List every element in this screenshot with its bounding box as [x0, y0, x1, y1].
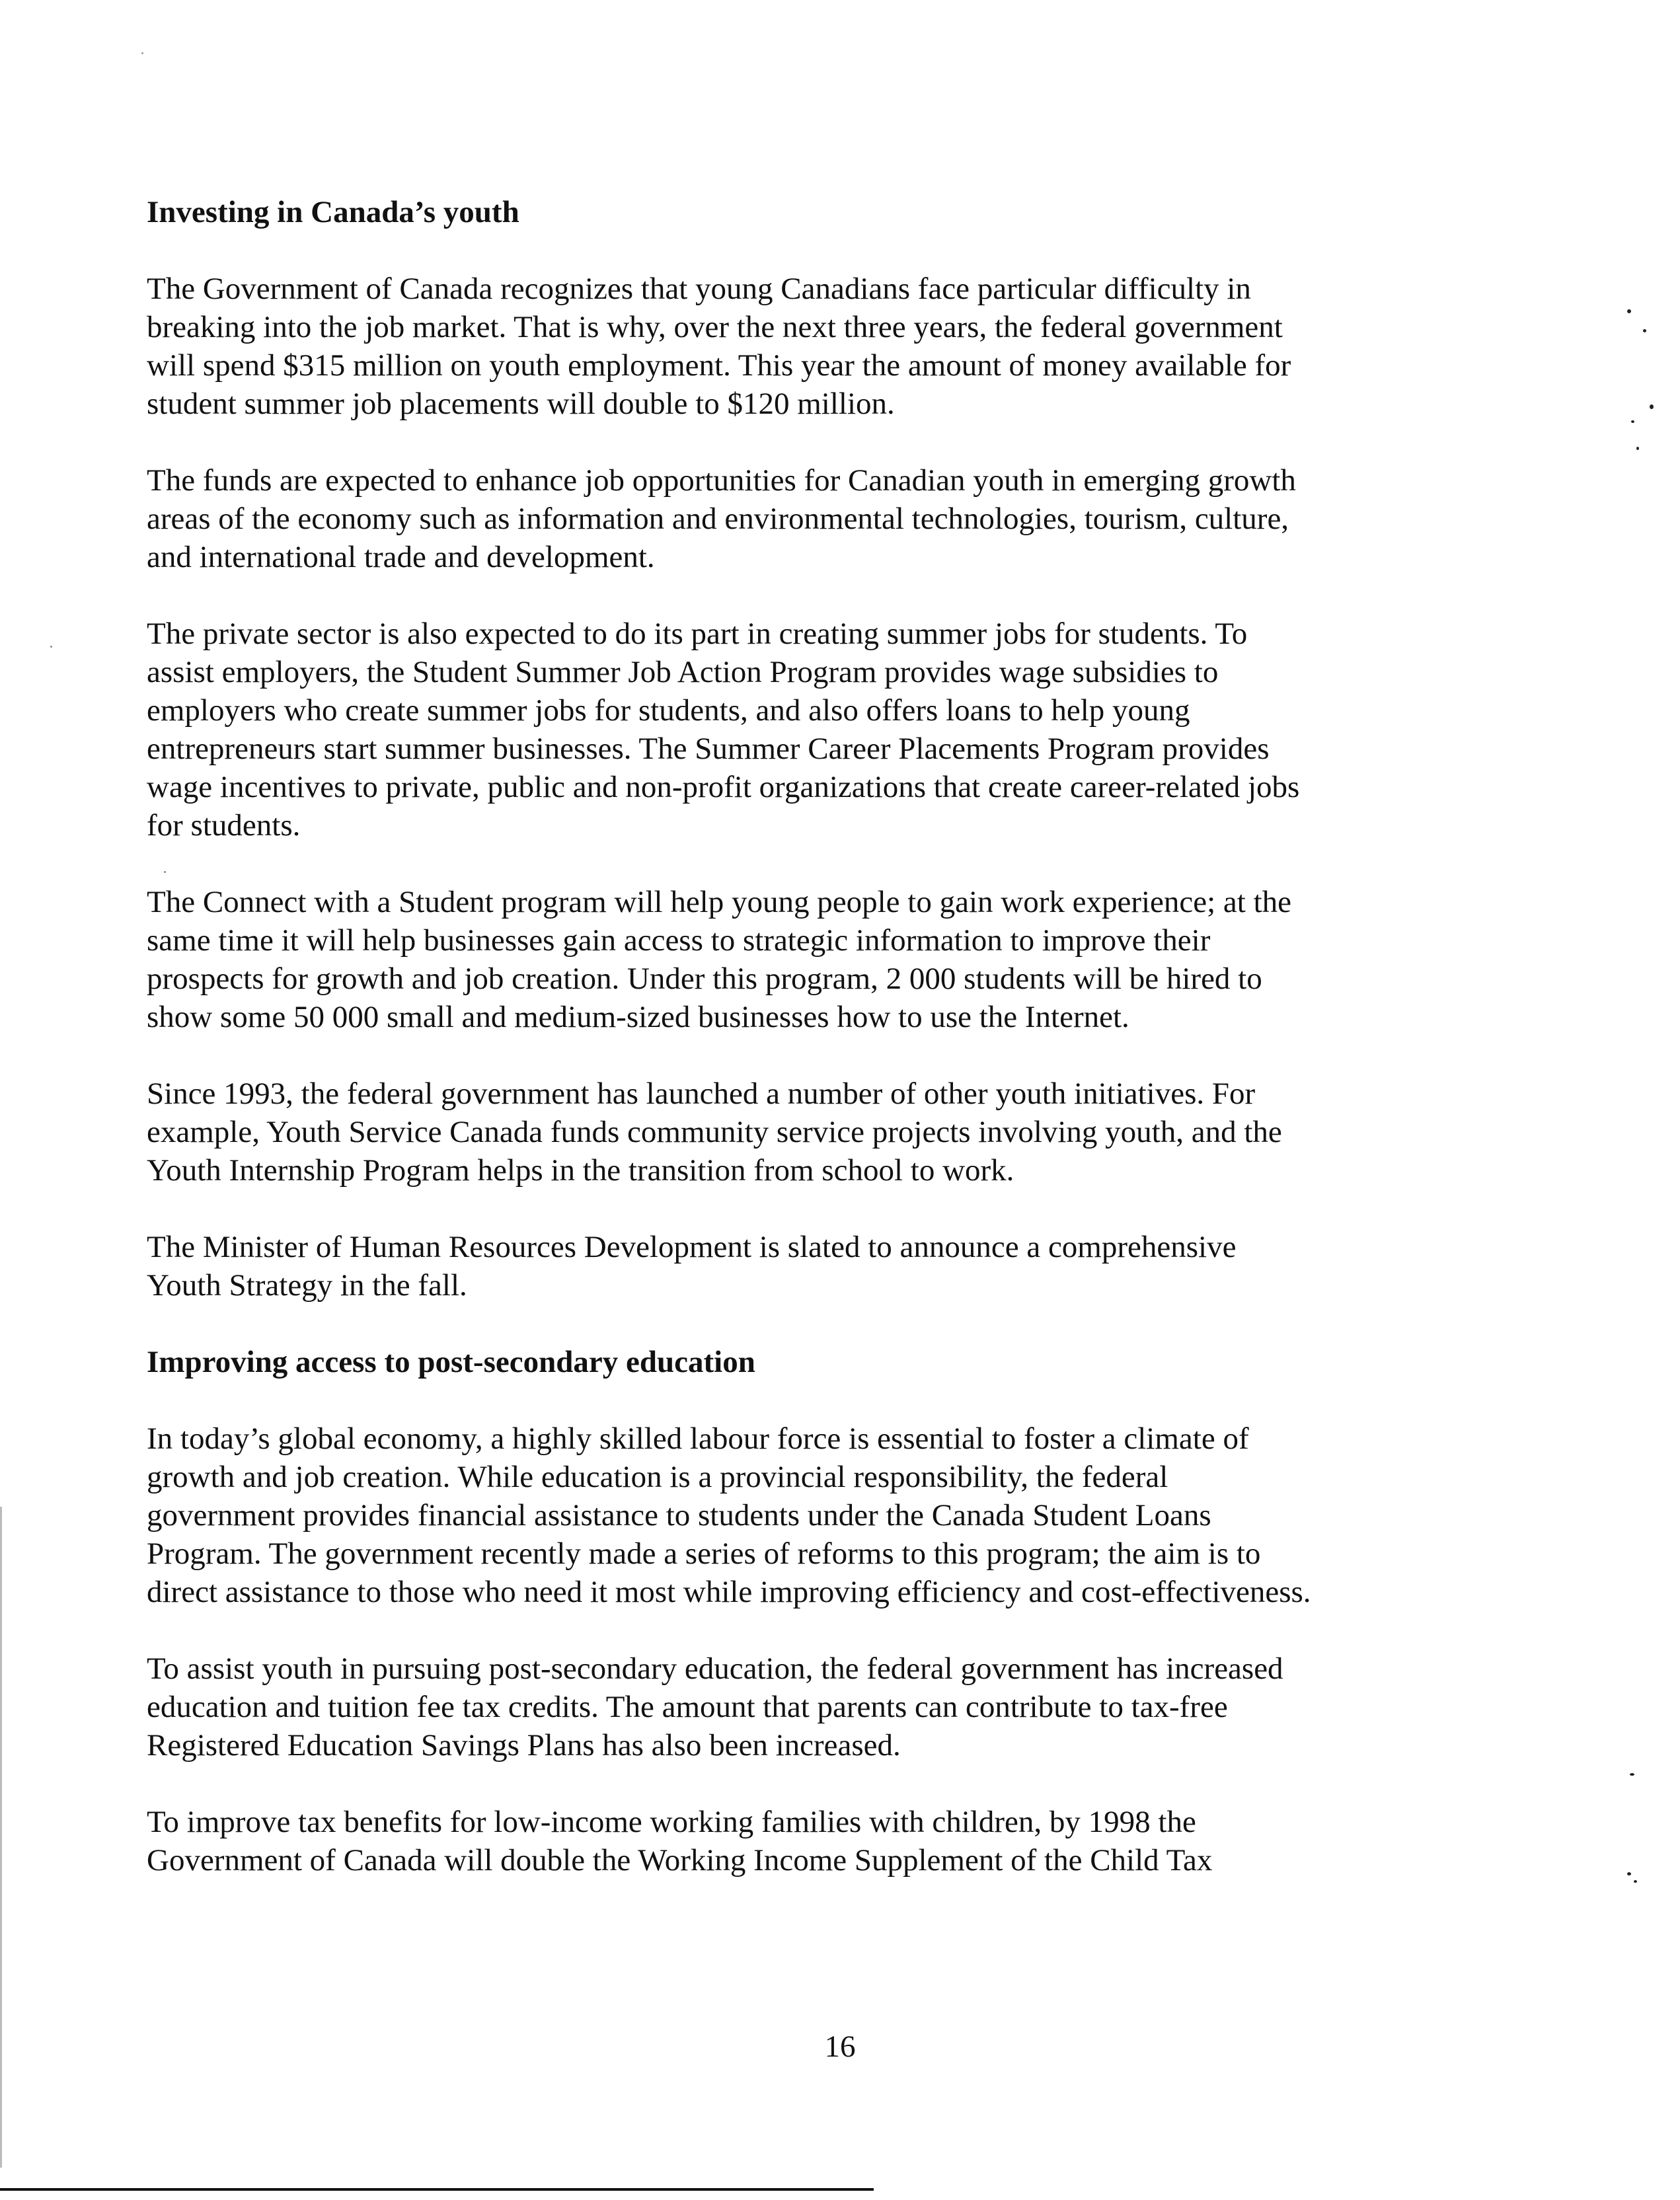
paragraph	[147, 615, 1469, 845]
scan-speck	[164, 871, 166, 873]
text-line: show some 50 000 small and medium-sized businesses how to use the Internet.	[147, 1000, 1129, 1034]
text-line: wage incentives to private, public and non-profit organizations that create career-related jobs	[147, 770, 1300, 804]
page-content	[147, 193, 1469, 1918]
text-line: will spend $315 million on youth employment. This year the amount of money available for	[147, 348, 1291, 383]
scan-speck	[1627, 309, 1631, 313]
scan-speck	[50, 646, 52, 648]
text-line: areas of the economy such as information and environmental technologies, tourism, culture,	[147, 502, 1289, 536]
scan-speck	[141, 52, 143, 54]
page-number: 16	[824, 2029, 856, 2064]
paragraph	[147, 1803, 1469, 1879]
paragraph	[147, 461, 1469, 576]
text-line: education and tuition fee tax credits. The amount that parents can contribute to tax-free	[147, 1690, 1228, 1724]
scan-speck	[1634, 1880, 1637, 1883]
text-line: To assist youth in pursuing post-secondary education, the federal government has increased	[147, 1651, 1283, 1686]
section-heading-investing-youth: Investing in Canada’s youth	[147, 195, 519, 229]
text-line: and international trade and development.	[147, 540, 655, 574]
text-line: government provides financial assistance to students under the Canada Student Loans	[147, 1498, 1211, 1533]
scan-speck	[1643, 329, 1646, 332]
text-line: direct assistance to those who need it most while improving efficiency and cost-effectiveness.	[147, 1575, 1311, 1609]
left-scan-edge	[0, 1507, 2, 2168]
text-line: for students.	[147, 808, 301, 843]
text-line: The funds are expected to enhance job opportunities for Canadian youth in emerging growth	[147, 463, 1296, 498]
text-line: Since 1993, the federal government has launched a number of other youth initiatives. For	[147, 1077, 1256, 1111]
text-line: Youth Strategy in the fall.	[147, 1268, 467, 1303]
text-line: prospects for growth and job creation. Under this program, 2 000 students will be hired to	[147, 962, 1262, 996]
scan-speck	[1650, 404, 1654, 409]
paragraph	[147, 1075, 1469, 1190]
text-line: In today’s global economy, a highly skilled labour force is essential to foster a climate of	[147, 1422, 1249, 1456]
scan-speck	[1631, 420, 1634, 423]
text-line: Government of Canada will double the Working Income Supplement of the Child Tax	[147, 1843, 1213, 1878]
text-line: same time it will help businesses gain access to strategic information to improve their	[147, 923, 1211, 958]
text-line: Registered Education Savings Plans has also been increased.	[147, 1728, 901, 1763]
text-line: assist employers, the Student Summer Job Action Program provides wage subsidies to	[147, 655, 1219, 689]
scan-speck	[1627, 1872, 1631, 1876]
scan-speck	[1630, 1773, 1634, 1776]
text-line: To improve tax benefits for low-income working families with children, by 1998 the	[147, 1805, 1196, 1839]
paragraph	[147, 883, 1469, 1036]
text-line: Program. The government recently made a series of reforms to this program; the aim is to	[147, 1536, 1261, 1571]
paragraph	[147, 1228, 1469, 1305]
text-line: The Connect with a Student program will help young people to gain work experience; at the	[147, 885, 1292, 919]
text-line: entrepreneurs start summer businesses. The Summer Career Placements Program provides	[147, 732, 1270, 766]
text-line: breaking into the job market. That is why, over the next three years, the federal government	[147, 310, 1283, 344]
paragraph	[147, 1650, 1469, 1764]
text-line: example, Youth Service Canada funds community service projects involving youth, and the	[147, 1115, 1282, 1149]
text-line: student summer job placements will double to $120 million.	[147, 387, 895, 421]
text-line: The Government of Canada recognizes that young Canadians face particular difficulty in	[147, 272, 1251, 306]
scan-speck	[1636, 447, 1639, 450]
bottom-scan-rule	[0, 2188, 874, 2191]
paragraph	[147, 270, 1469, 423]
paragraph	[147, 1420, 1469, 1611]
text-line: Youth Internship Program helps in the transition from school to work.	[147, 1153, 1014, 1188]
text-line: The Minister of Human Resources Development is slated to announce a comprehensive	[147, 1230, 1237, 1264]
text-line: employers who create summer jobs for students, and also offers loans to help young	[147, 693, 1190, 728]
text-line: The private sector is also expected to do its part in creating summer jobs for students. To	[147, 617, 1248, 651]
section-heading-post-secondary: Improving access to post-secondary education	[147, 1345, 755, 1379]
text-line: growth and job creation. While education is a provincial responsibility, the federal	[147, 1460, 1168, 1494]
